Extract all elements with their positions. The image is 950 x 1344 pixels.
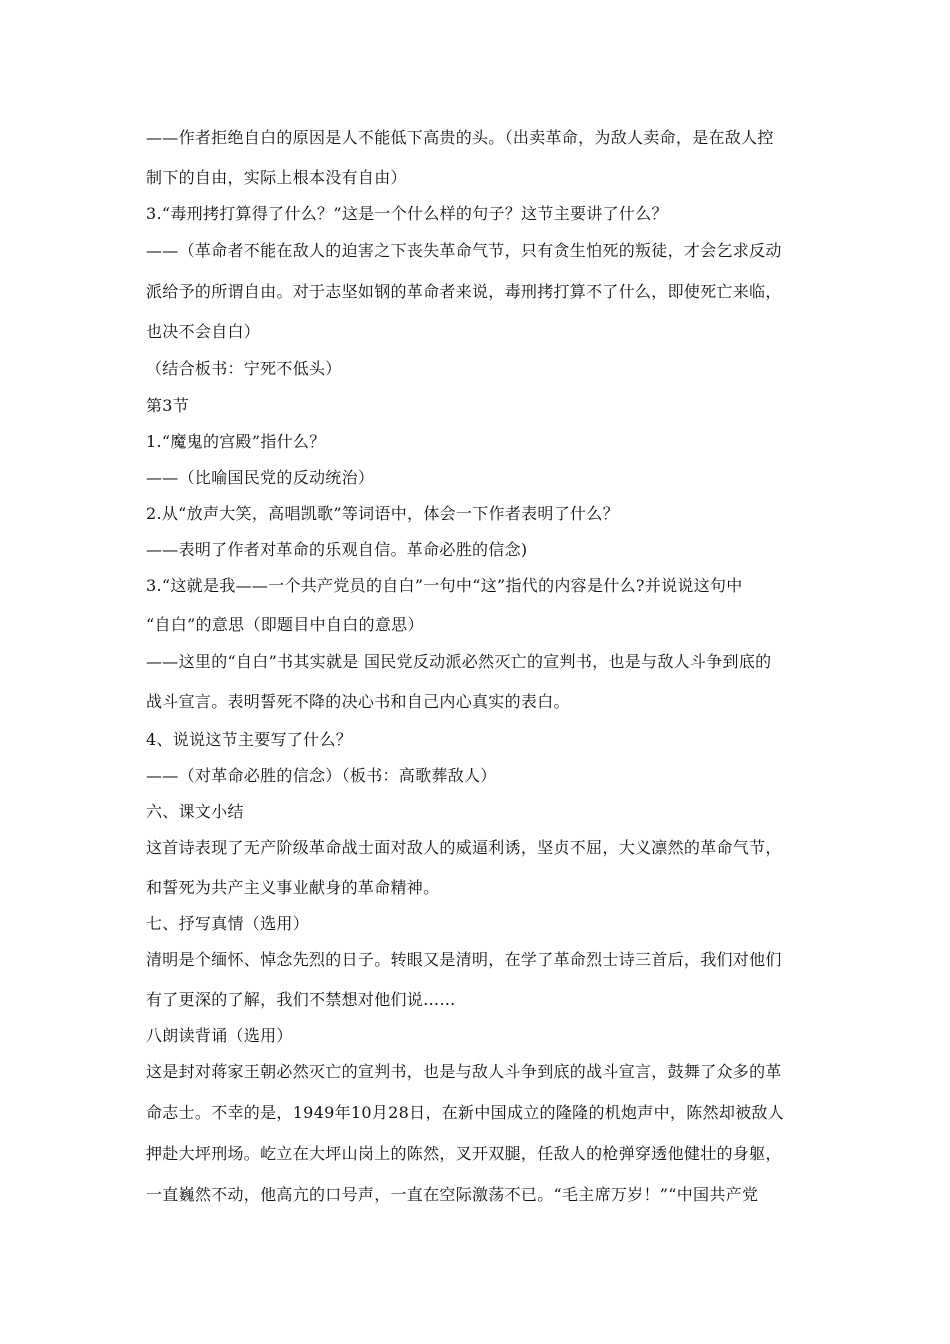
text-line: 派给予的所谓自由。对于志坚如钢的革命者来说，毒刑拷打算不了什么，即使死亡来临， bbox=[146, 282, 782, 301]
text-line: ——作者拒绝自白的原因是人不能低下高贵的头。（出卖革命，为敌人卖命，是在敌人控 bbox=[146, 128, 774, 147]
text-line: ——（比喻国民党的反动统治） bbox=[146, 468, 375, 487]
text-line: ——表明了作者对革命的乐观自信。革命必胜的信念) bbox=[146, 540, 528, 559]
text-line: 押赴大坪刑场。屹立在大坪山岗上的陈然，叉开双腿，任敌人的枪弹穿透他健壮的身躯， bbox=[146, 1144, 782, 1163]
text-line: 清明是个缅怀、悼念先烈的日子。转眼又是清明，在学了革命烈士诗三首后，我们对他们 bbox=[146, 950, 782, 969]
text-line: 这首诗表现了无产阶级革命战士面对敌人的威逼利诱，坚贞不屈，大义凛然的革命气节， bbox=[146, 838, 782, 857]
text-line: 也决不会自白） bbox=[146, 322, 261, 341]
text-line: 有了更深的了解，我们不禁想对他们说…… bbox=[146, 990, 456, 1009]
text-line: “自白”的意思（即题目中自白的意思） bbox=[146, 615, 424, 634]
text-line: ——这里的“自白”书其实就是 国民党反动派必然灭亡的宣判书，也是与敌人斗争到底的 bbox=[146, 652, 772, 671]
section-heading: 六、课文小结 bbox=[146, 802, 244, 821]
text-line: 这是封对蒋家王朝必然灭亡的宣判书，也是与敌人斗争到底的战斗宣言，鼓舞了众多的革 bbox=[146, 1062, 782, 1081]
text-line: 3.“毒刑拷打算得了什么？”这是一个什么样的句子？这节主要讲了什么？ bbox=[146, 204, 668, 223]
text-line: 制下的自由，实际上根本没有自由） bbox=[146, 168, 407, 187]
text-line: 战斗宣言。表明誓死不降的决心书和自己内心真实的表白。 bbox=[146, 692, 570, 711]
text-line: 和誓死为共产主义事业献身的革命精神。 bbox=[146, 878, 440, 897]
text-line: 2.从“放声大笑，高唱凯歌”等词语中，体会一下作者表明了什么？ bbox=[146, 504, 619, 523]
text-line: ——（革命者不能在敌人的迫害之下丧失革命气节，只有贪生怕死的叛徒，才会乞求反动 bbox=[146, 241, 782, 260]
text-line: （结合板书：宁死不低头） bbox=[146, 359, 342, 378]
text-line: 1.“魔鬼的宫殿”指什么？ bbox=[146, 432, 326, 451]
section-heading: 七、抒写真情（选用） bbox=[146, 914, 310, 933]
section-heading: 八朗读背诵（选用） bbox=[146, 1026, 293, 1045]
text-line: 一直巍然不动，他高亢的口号声，一直在空际激荡不已。“毛主席万岁！”“中国共产党 bbox=[146, 1185, 759, 1204]
text-line: ——（对革命必胜的信念）（板书：高歌葬敌人） bbox=[146, 766, 497, 785]
section-heading: 第3节 bbox=[146, 396, 190, 415]
text-line: 3.“这就是我——一个共产党员的自白”一句中“这”指代的内容是什么?并说说这句中 bbox=[146, 576, 743, 595]
text-line: 4、说说这节主要写了什么？ bbox=[146, 730, 353, 749]
text-line: 命志士。不幸的是，1949年10月28日，在新中国成立的隆隆的机炮声中，陈然却被敌人 bbox=[146, 1103, 785, 1122]
